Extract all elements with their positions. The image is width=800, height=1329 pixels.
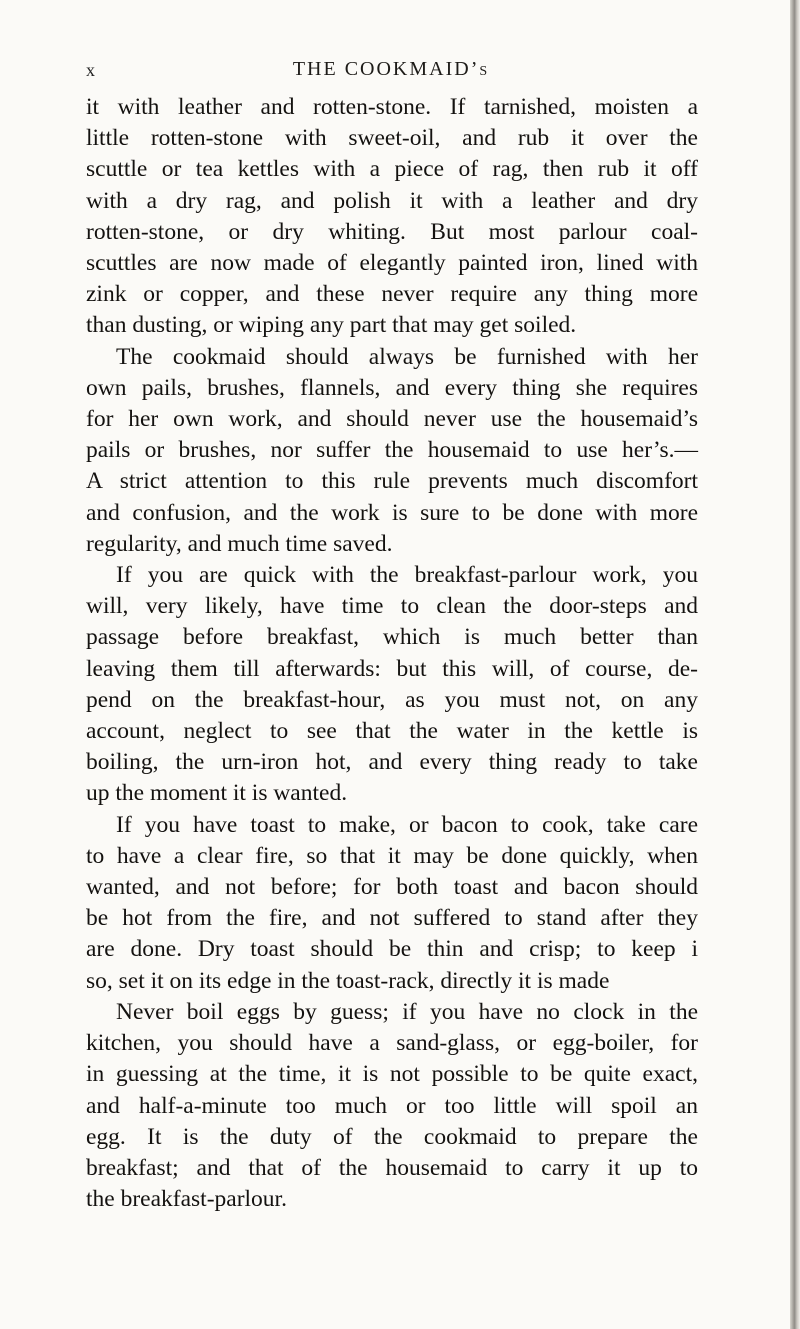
text-line: with a dry rag, and polish it with a leather and dry xyxy=(86,187,698,214)
paragraph-3 xyxy=(86,560,698,810)
page-header xyxy=(86,58,696,86)
text-line: If you have toast to make, or bacon to cook, take care xyxy=(116,811,698,838)
paragraph-4 xyxy=(86,810,698,997)
text-line: so, set it on its edge in the toast-rack, directly it is made xyxy=(86,967,610,994)
text-line: pails or brushes, nor suffer the housemaid to use her’s.— xyxy=(86,437,698,464)
text-line: leaving them till afterwards: but this will, of course, de- xyxy=(86,655,698,682)
text-line: zink or copper, and these never require any thing more xyxy=(86,281,698,308)
text-line: in guessing at the time, it is not possible to be quite exact, xyxy=(86,1061,698,1088)
text-line: will, very likely, have time to clean the door-steps and xyxy=(86,593,698,620)
body-text xyxy=(86,92,698,1215)
text-line: it with leather and rotten-stone. If tarnished, moisten a xyxy=(86,94,698,120)
text-line: regularity, and much time saved. xyxy=(86,530,393,557)
text-line: passage before breakfast, which is much better than xyxy=(86,624,698,651)
text-line: wanted, and not before; for both toast and bacon should xyxy=(86,874,698,901)
page-number: x xyxy=(86,60,96,80)
text-line: boiling, the urn-iron hot, and every thing ready to take xyxy=(86,749,698,776)
text-line: own pails, brushes, flannels, and every thing she requires xyxy=(86,374,698,401)
text-line: The cookmaid should always be furnished with her xyxy=(116,343,698,370)
text-line: little rotten-stone with sweet-oil, and rub it over the xyxy=(86,125,698,152)
text-line: the breakfast-parlour. xyxy=(86,1186,287,1213)
paragraph-2 xyxy=(86,342,698,560)
text-line: If you are quick with the breakfast-parlour work, you xyxy=(116,562,698,589)
text-line: Never boil eggs by guess; if you have no clock in the xyxy=(116,998,698,1025)
paragraph-1 xyxy=(86,92,698,342)
text-line: A strict attention to this rule prevents much discomfort xyxy=(86,468,698,495)
text-line: breakfast; and that of the housemaid to carry it up to xyxy=(86,1154,698,1181)
text-line: kitchen, you should have a sand-glass, or egg-boiler, for xyxy=(86,1030,698,1057)
text-line: to have a clear fire, so that it may be done quickly, when xyxy=(86,842,698,869)
text-line: are done. Dry toast should be thin and crisp; to keep i xyxy=(86,936,698,963)
text-line: account, neglect to see that the water in the kettle is xyxy=(86,718,698,745)
paragraph-5 xyxy=(86,997,698,1215)
text-line: scuttle or tea kettles with a piece of rag, then rub it off xyxy=(86,156,698,183)
text-line: rotten-stone, or dry whiting. But most parlour coal- xyxy=(86,218,698,245)
text-line: scuttles are now made of elegantly painted iron, lined with xyxy=(86,250,698,277)
text-line: be hot from the fire, and not suffered to stand after they xyxy=(86,905,698,932)
text-line: up the moment it is wanted. xyxy=(86,780,348,807)
text-line: pend on the breakfast-hour, as you must not, on any xyxy=(86,686,698,713)
running-head: THE COOKMAID’s xyxy=(292,58,490,80)
text-line: for her own work, and should never use the housemaid’s xyxy=(86,406,698,433)
page-edge-shadow xyxy=(790,0,800,1329)
text-line: than dusting, or wiping any part that may get soiled. xyxy=(86,312,577,339)
text-line: and confusion, and the work is sure to be done with more xyxy=(86,499,698,526)
text-line: and half-a-minute too much or too little will spoil an xyxy=(86,1092,698,1119)
text-line: egg. It is the duty of the cookmaid to prepare the xyxy=(86,1123,698,1150)
